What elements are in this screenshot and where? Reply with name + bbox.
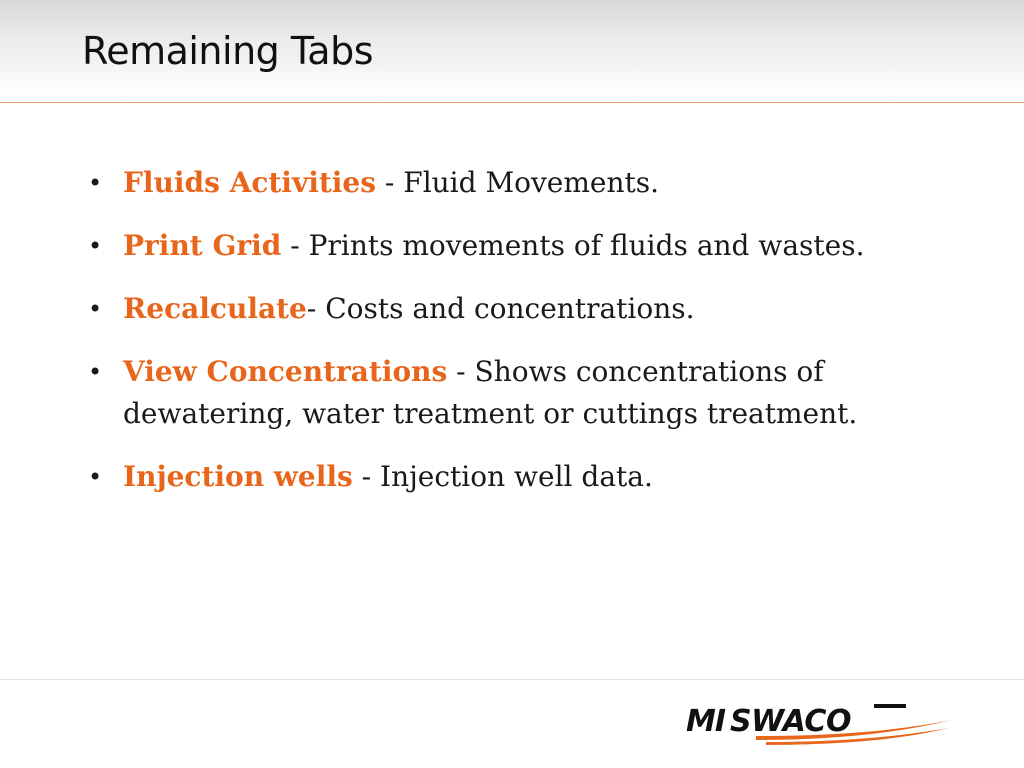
bullet-icon: •: [88, 463, 103, 491]
bullet-text: Injection well data.: [380, 460, 653, 493]
bullet-term: Injection wells: [123, 460, 353, 493]
bullet-item-fluids-activities: [86, 162, 936, 204]
mi-swaco-logo-icon: [686, 700, 952, 746]
bullet-item-recalculate: [86, 288, 936, 330]
bullet-separator: -: [306, 292, 326, 325]
bullet-term: Recalculate: [123, 292, 307, 325]
bullet-item-view-concentrations: [86, 351, 936, 435]
bullet-list: [86, 162, 936, 519]
slide-title: Remaining Tabs: [82, 29, 373, 73]
bullet-term: Print Grid: [123, 229, 282, 262]
bullet-term: View Concentrations: [123, 355, 448, 388]
header-divider: [0, 102, 1024, 103]
svg-text:MI: MI: [686, 704, 726, 739]
bullet-icon: •: [88, 295, 103, 323]
footer-divider: [0, 679, 1024, 680]
bullet-separator: -: [376, 166, 404, 199]
bullet-text: Prints movements of fluids and wastes.: [308, 229, 865, 262]
bullet-item-injection-wells: [86, 456, 936, 498]
bullet-term: Fluids Activities: [123, 166, 376, 199]
bullet-icon: •: [88, 232, 103, 260]
bullet-separator: -: [447, 355, 475, 388]
bullet-item-print-grid: [86, 225, 936, 267]
bullet-separator: -: [352, 460, 381, 493]
svg-text:SWACO: SWACO: [730, 704, 851, 739]
bullet-text: Fluid Movements.: [403, 166, 660, 199]
bullet-text: Costs and concentrations.: [325, 292, 695, 325]
bullet-separator: -: [281, 229, 309, 262]
bullet-text: Shows concentrations of dewatering, water treatment or cuttings treatment.: [123, 355, 858, 430]
bullet-icon: •: [88, 169, 103, 197]
bullet-icon: •: [88, 358, 103, 386]
